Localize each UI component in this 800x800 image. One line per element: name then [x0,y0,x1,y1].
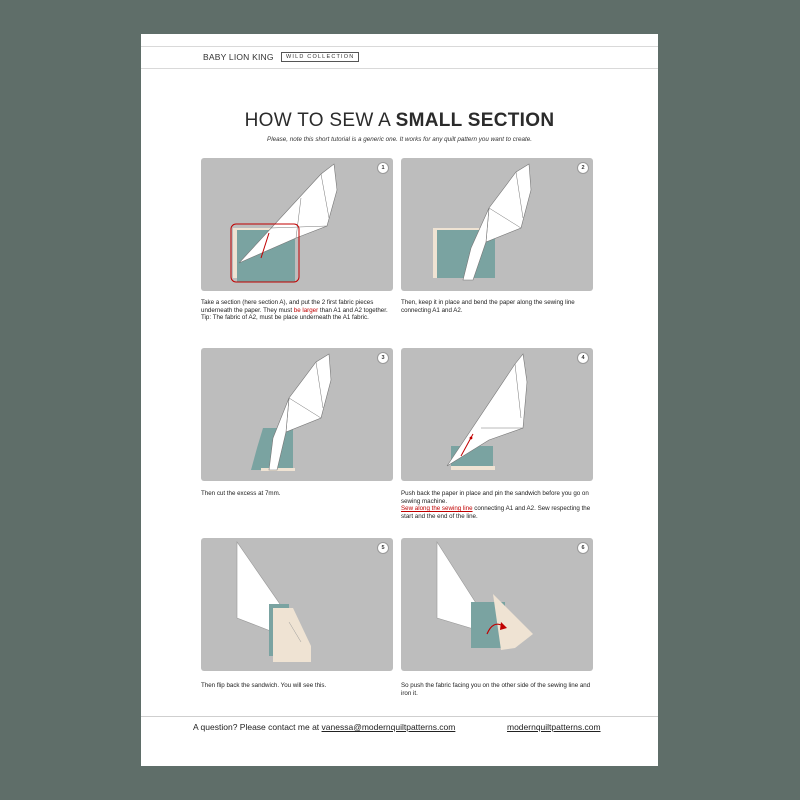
step-6-drawing [401,538,593,671]
step-4-illustration [401,348,593,481]
step-number-badge: 5 [377,542,389,554]
footer-rule [141,716,658,717]
step-5-caption: Then flip back the sandwich. You will see this. [201,682,327,689]
collection-badge: WILD COLLECTION [281,52,359,62]
step-2-caption: Then, keep it in place and bend the paper along the sewing line connecting A1 and A2. [401,299,575,314]
instruction-page [141,34,658,766]
website-link[interactable]: modernquiltpatterns.com [507,722,601,732]
contact-line: A question? Please contact me at vanessa@modernquiltpatterns.com [193,722,456,732]
brand-name: BABY LION KING [203,52,274,62]
step-5-drawing [201,538,393,671]
step-1-caption: Take a section (here section A), and put the 2 first fabric pieces underneath the paper. They must be larger than A1 and A2 together. Tip: The fabric of A2, must be place underneath the A1 fabric. [201,299,388,322]
step-number-badge: 2 [577,162,589,174]
page-title: HOW TO SEW A SMALL SECTION [244,110,555,131]
step-number-badge: 6 [577,542,589,554]
step-3-illustration [201,348,393,481]
step-3-drawing [201,348,393,481]
step-6-caption: So push the fabric facing you on the other side of the sewing line and iron it. [401,682,591,697]
step-4-caption: Push back the paper in place and pin the sandwich before you go on sewing machine. Sew along the sewing line connecting A1 and A2. Sew respecting the start and the end of the line. [401,490,591,520]
step-number-badge: 3 [377,352,389,364]
step-4-drawing [401,348,593,481]
header-rule-bottom [141,68,658,69]
step-1-illustration [201,158,393,291]
header-rule-top [141,46,658,47]
step-5-illustration [201,538,393,671]
step-1-drawing [201,158,393,291]
step-2-drawing [401,158,593,291]
page-subtitle: Please, note this short tutorial is a generic one. It works for any quilt pattern you want to create. [267,136,532,143]
step-2-illustration [401,158,593,291]
step-number-badge: 1 [377,162,389,174]
email-link[interactable]: vanessa@modernquiltpatterns.com [321,722,456,732]
step-6-illustration [401,538,593,671]
step-3-caption: Then cut the excess at 7mm. [201,490,281,497]
step-number-badge: 4 [577,352,589,364]
